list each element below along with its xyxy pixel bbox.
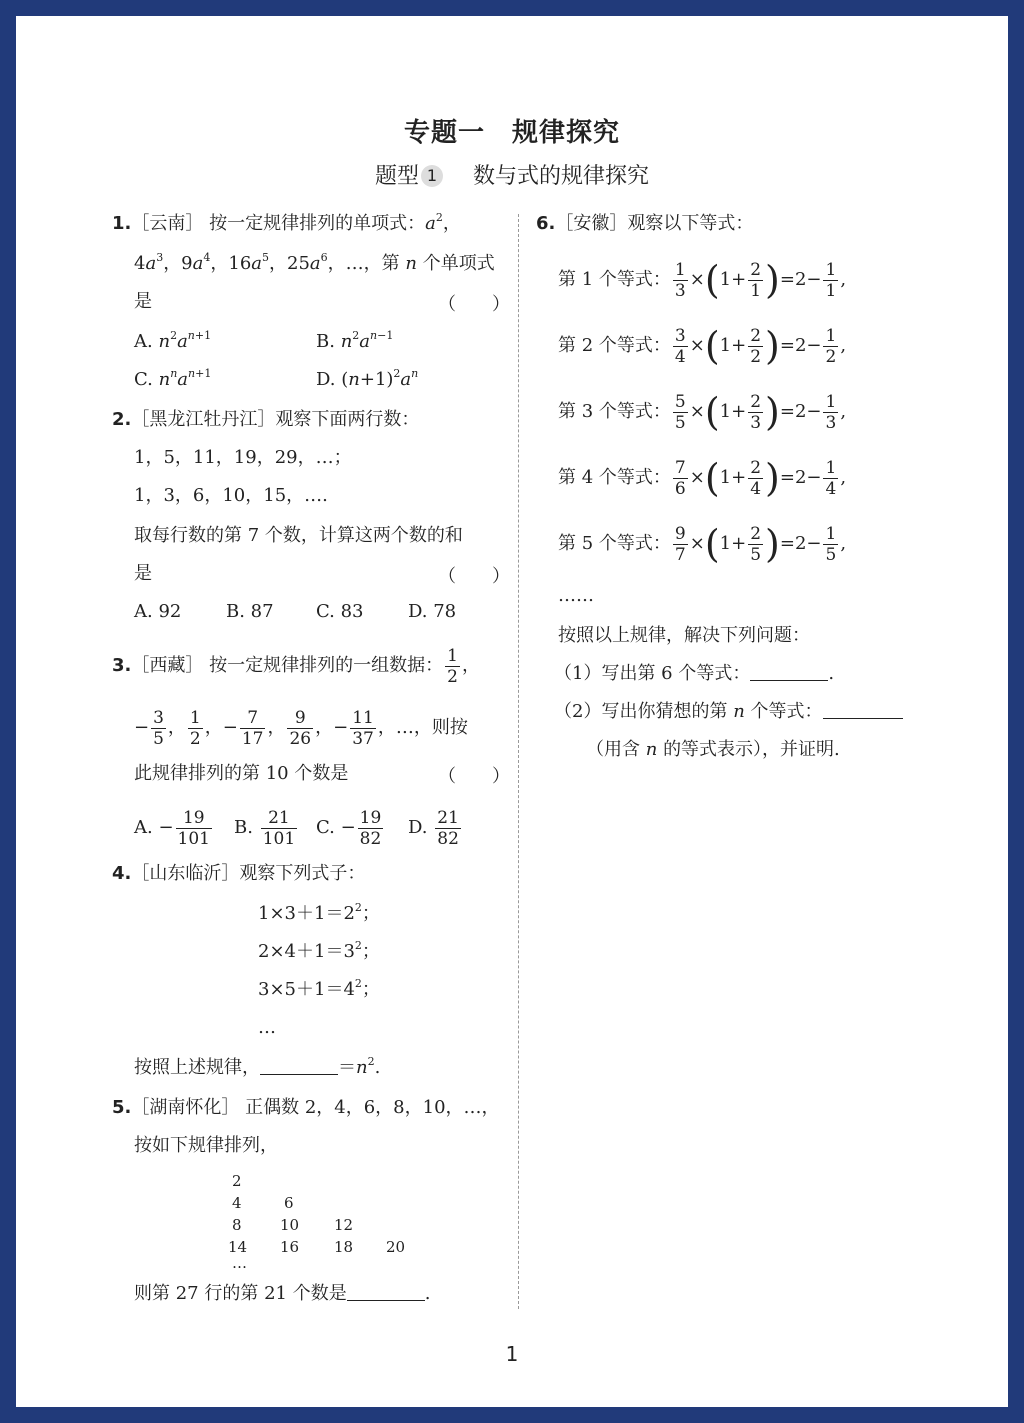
q3-option-b[interactable]: B. $\frac{21}{101}$: [234, 807, 296, 849]
q3-frac-6: $\frac{11}{37}$: [352, 707, 374, 749]
q1-source: ［云南］: [131, 213, 204, 234]
subtitle-number-badge: 1: [421, 165, 443, 187]
q3-frac-4: $\frac{7}{17}$: [241, 707, 264, 749]
triangle-cell: 18: [334, 1238, 354, 1256]
q3-frac-3: $\frac{1}{2}$: [189, 707, 201, 749]
q6-sub1: （1）写出第 6 个等式： .: [554, 663, 835, 684]
q1-text: 按一定规律排列的单项式：: [209, 213, 426, 234]
page-title: 专题一 规律探究: [403, 118, 620, 148]
triangle-cell: 10: [280, 1216, 300, 1234]
q3-line3: 此规律排列的第 10 个数是: [134, 763, 349, 784]
q2-line1: [112, 408, 419, 432]
q6-source: ［安徽］: [555, 213, 628, 234]
q4-eq3: $3\times 5+1=4^2$；: [258, 977, 380, 1000]
q1-option-a[interactable]: A. $n^2a^{n+1}$: [134, 329, 212, 352]
q4-text: 观察下列式子：: [239, 863, 366, 884]
q6-sub2-blank[interactable]: [823, 700, 903, 719]
q6-equation-2: 第 2 个等式： $\frac{3}{4}$ ×(1+ $\frac{2}{2}$ )=2− $\frac{1}{2}$ ,: [558, 324, 847, 368]
q2-option-c[interactable]: C. 83: [316, 601, 364, 622]
q2-option-d[interactable]: D. 78: [408, 601, 457, 622]
q6-equation-3: 第 3 个等式： $\frac{5}{5}$ ×(1+ $\frac{2}{3}$ )=2− $\frac{1}{3}$ ,: [558, 390, 847, 434]
q1-option-b[interactable]: B. $n^2a^{n-1}$: [316, 329, 394, 352]
q4-source: ［山东临沂］: [131, 863, 240, 884]
q6-equation-5: 第 5 个等式： $\frac{9}{7}$ ×(1+ $\frac{2}{5}$ )=2− $\frac{1}{5}$ ,: [558, 522, 847, 566]
triangle-cell: 14: [228, 1238, 248, 1256]
q4-eq2: $2\times 4+1=3^2$；: [258, 939, 380, 962]
column-divider: [518, 214, 519, 1309]
q6-number: 6.: [536, 213, 556, 234]
q3-frac-1: $\frac{1}{2}$: [447, 645, 458, 687]
triangle-cell: 12: [334, 1216, 354, 1234]
q6-dots: ……: [558, 585, 594, 606]
subtitle-text: 数与式的规律探究: [473, 164, 650, 189]
q2-source: ［黑龙江牡丹江］: [131, 409, 276, 430]
page-number: 1: [505, 1342, 519, 1366]
q5-source: ［湖南怀化］: [131, 1097, 240, 1118]
q1-answer-paren[interactable]: （ ）: [438, 294, 510, 315]
q4-line1: [112, 862, 365, 886]
page-sheet: [16, 16, 1008, 1407]
triangle-cell: 2: [232, 1172, 242, 1190]
triangle-cell: 16: [280, 1238, 300, 1256]
q5-line1: [112, 1096, 500, 1120]
triangle-cell: 8: [232, 1216, 242, 1234]
q4-answer-blank[interactable]: [260, 1056, 338, 1075]
q6-instruction: 按照以上规律，解决下列问题：: [558, 625, 810, 646]
q1-text-tail: ，…，第: [327, 253, 400, 274]
q4-text2: 按照上述规律，: [134, 1057, 260, 1078]
q4-eq1: $1\times 3+1=2^2$；: [258, 901, 380, 924]
q2-number: 2.: [112, 409, 132, 430]
q5-number: 5.: [112, 1097, 132, 1118]
triangle-cell: 6: [284, 1194, 294, 1212]
q1-line3: 是: [134, 291, 152, 312]
q5-answer-blank[interactable]: [347, 1282, 425, 1301]
q5-line2: 按如下规律排列，: [134, 1135, 278, 1156]
q5-text3: 则第 27 行的第 21 个数是: [134, 1283, 347, 1304]
q3-frac-5: $\frac{9}{26}$: [289, 707, 312, 749]
q3-line1: 3.［西藏］ 按一定规律排列的一组数据： $\frac{1}{2}$ ，: [112, 645, 480, 687]
q3-source: ［西藏］: [131, 655, 204, 676]
q6-sub3: （用含 n 的等式表示），并证明.: [586, 739, 840, 760]
q2-option-b[interactable]: B. 87: [226, 601, 274, 622]
q6-text: 观察以下等式：: [627, 213, 754, 234]
triangle-cell: 20: [386, 1238, 406, 1256]
q1-line1: 1.［云南］ 按一定规律排列的单项式：$a^2$，: [112, 211, 461, 234]
q3-text: 按一定规律排列的一组数据：: [209, 655, 444, 676]
q3-frac-2: $\frac{3}{5}$: [153, 707, 164, 749]
q2-option-a[interactable]: A. 92: [134, 601, 182, 622]
q1-number: 1.: [112, 213, 132, 234]
subtitle-prefix: 题型: [374, 164, 419, 189]
q4-line-answer: 按照上述规律， $=n^2$.: [134, 1055, 381, 1078]
q1-text-end: 个单项式: [422, 253, 495, 274]
q1-option-d[interactable]: D. $(n+1)^2a^n$: [316, 367, 419, 390]
q2-row1: 1，5，11，19，29，…；: [134, 447, 352, 468]
triangle-cell: 4: [232, 1194, 242, 1212]
q4-number: 4.: [112, 863, 132, 884]
q3-option-a[interactable]: A. − $\frac{19}{101}$: [134, 807, 210, 849]
q3-number: 3.: [112, 655, 132, 676]
q6-line1: [536, 212, 753, 236]
q3-tail: ，…，则按: [377, 717, 468, 738]
q2-row2: 1，3，6，10，15，….: [134, 485, 328, 506]
q6-sub1-blank[interactable]: [750, 662, 828, 681]
q3-option-d[interactable]: D. $\frac{21}{82}$: [408, 807, 459, 849]
q5-text: 正偶数 2，4，6，8，10，…，: [245, 1097, 500, 1118]
page-subtitle: [16, 159, 1008, 190]
q1-line2: $4a^3$，$9a^4$，$16a^5$，$25a^6$，…，第 n 个单项式: [134, 251, 495, 274]
q2-line5: 是: [134, 563, 152, 584]
q2-text: 观察下面两行数：: [275, 409, 420, 430]
q6-sub2: （2）写出你猜想的第 n 个等式：: [554, 700, 903, 724]
q1-option-c[interactable]: C. $n^na^{n+1}$: [134, 367, 212, 390]
q2-answer-paren[interactable]: （ ）: [438, 566, 510, 587]
q6-equation-4: 第 4 个等式： $\frac{7}{6}$ ×(1+ $\frac{2}{4}$ )=2− $\frac{1}{4}$ ,: [558, 456, 847, 500]
q4-ellipsis: …: [258, 1017, 276, 1038]
q2-line4: 取每行数的第 7 个数，计算这两个数的和: [134, 525, 463, 546]
q3-line2: − $\frac{3}{5}$ ， $\frac{1}{2}$ ，− $\frac{7}{17}$ ， $\frac{9}{26}$ ，− $\frac{11}{37}$ ，…，则按: [134, 707, 468, 749]
triangle-cell: …: [232, 1254, 247, 1272]
q6-equation-1: 第 1 个等式： $\frac{1}{3}$ ×(1+ $\frac{2}{1}$ )=2− $\frac{1}{1}$ ,: [558, 258, 847, 302]
q3-option-c[interactable]: C. − $\frac{19}{82}$: [316, 807, 382, 849]
q5-line-answer: 则第 27 行的第 21 个数是 .: [134, 1283, 431, 1304]
q3-answer-paren[interactable]: （ ）: [438, 766, 510, 787]
